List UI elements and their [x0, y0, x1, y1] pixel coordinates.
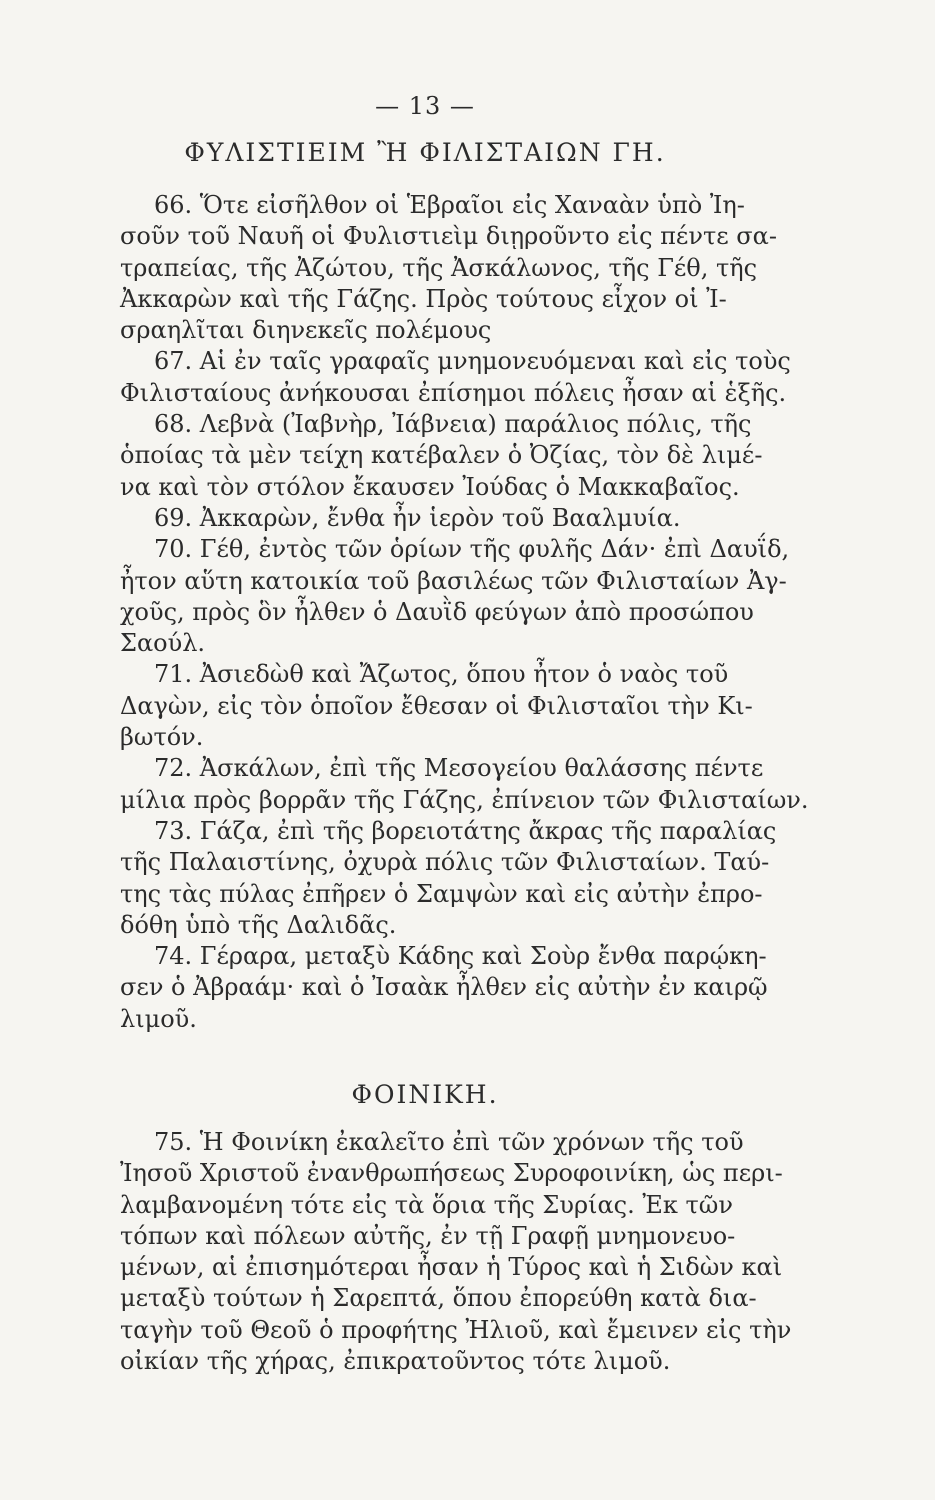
text-line: 73. Γάζα, ἐπὶ τῆς βορειοτάτης ἄκρας τῆς παραλίας: [154, 816, 777, 845]
text-line: της τὰς πύλας ἐπῆρεν ὁ Σαμψὼν καὶ εἰς αὐτὴν ἐπρο-: [120, 879, 763, 908]
page-number: — 13 —: [375, 92, 475, 120]
text-line: 68. Λεβνὰ (Ἰαβνὴρ, Ἰάβνεια) παράλιος πόλις, τῆς: [154, 410, 752, 439]
text-line: 71. Ἀσιεδὼθ καὶ Ἄζωτος, ὅπου ἦτον ὁ ναὸς τοῦ: [154, 660, 729, 689]
text-line: ταγὴν τοῦ Θεοῦ ὁ προφήτης Ἠλιοῦ, καὶ ἔμεινεν εἰς τὴν: [120, 1315, 792, 1344]
text-line: μένων, αἱ ἐπισημότεραι ἦσαν ἡ Τύρος καὶ ἡ Σιδὼν καὶ: [120, 1253, 783, 1282]
text-line: 66. Ὅτε εἰσῆλθον οἱ Ἑβραῖοι εἰς Χαναὰν ὑπὸ Ἰη-: [154, 191, 745, 219]
text-line: σοῦν τοῦ Ναυῆ οἱ Φυλιστιεὶμ διῃροῦντο εἰς πέντε σα-: [120, 222, 777, 251]
text-line: 72. Ἀσκάλων, ἐπὶ τῆς Μεσογείου θαλάσσης πέντε: [154, 754, 764, 783]
section-body-phoenicia: [120, 1127, 792, 1377]
text-line: λαμβανομένη τότε εἰς τὰ ὅρια τῆς Συρίας. Ἐκ τῶν: [120, 1190, 733, 1219]
text-line: τόπων καὶ πόλεων αὐτῆς, ἐν τῇ Γραφῇ μνημονευο-: [120, 1221, 736, 1250]
text-line: μίλια πρὸς βορρᾶν τῆς Γάζης, ἐπίνειον τῶν Φιλισταίων.: [120, 785, 809, 814]
text-line: Δαγὼν, εἰς τὸν ὁποῖον ἔθεσαν οἱ Φιλισταῖοι τὴν Κι-: [120, 691, 753, 720]
text-line: χοῦς, πρὸς ὃν ἦλθεν ὁ Δαυῒδ φεύγων ἀπὸ προσώπου: [120, 597, 754, 626]
text-line: 70. Γέθ, ἐντὸς τῶν ὁρίων τῆς φυλῆς Δάν· ἐπὶ Δαυΐδ,: [154, 535, 790, 564]
section-title-philistines: ΦΥΛΙΣΤΙΕΙΜ Ἢ ΦΙΛΙΣΤΑΙΩΝ ΓΗ.: [184, 138, 666, 167]
text-line: να καὶ τὸν στόλον ἔκαυσεν Ἰούδας ὁ Μακκαβαῖος.: [120, 472, 740, 501]
text-line: ὁποίας τὰ μὲν τείχη κατέβαλεν ὁ Ὀζίας, τὸν δὲ λιμέ-: [120, 441, 763, 470]
text-line: Φιλισταίους ἀνήκουσαι ἐπίσημοι πόλεις ἦσαν αἱ ἑξῆς.: [120, 378, 787, 407]
text-line: τῆς Παλαιστίνης, ὀχυρὰ πόλις τῶν Φιλισταίων. Ταύ-: [120, 848, 770, 877]
text-line: Σαούλ.: [120, 629, 206, 658]
text-line: 69. Ἀκκαρὼν, ἔνθα ἦν ἱερὸν τοῦ Βααλμυία.: [154, 503, 681, 532]
text-line: οἰκίαν τῆς χήρας, ἐπικρατοῦντος τότε λιμοῦ.: [120, 1347, 671, 1376]
text-line: σεν ὁ Ἀβραάμ· καὶ ὁ Ἰσαὰκ ἦλθεν εἰς αὐτὴν ἐν καιρῷ: [120, 973, 768, 1002]
text-line: Ἰησοῦ Χριστοῦ ἐνανθρωπήσεως Συροφοινίκη, ὡς περι-: [120, 1159, 783, 1188]
text-line: λιμοῦ.: [120, 1004, 197, 1033]
section-title-phoenicia: ΦΟΙΝΙΚΗ.: [351, 1080, 499, 1109]
text-line: βωτόν.: [120, 723, 204, 752]
text-line: 75. Ἡ Φοινίκη ἐκαλεῖτο ἐπὶ τῶν χρόνων τῆς τοῦ: [154, 1128, 744, 1156]
text-line: ἦτον αὕτη κατοικία τοῦ βασιλέως τῶν Φιλισταίων Ἀγ-: [120, 566, 787, 595]
text-line: σραηλῖται διηνεκεῖς πολέμους: [120, 316, 492, 345]
text-line: μεταξὺ τούτων ἡ Σαρεπτά, ὅπου ἐπορεύθη κατὰ δια-: [120, 1284, 757, 1313]
text-line: τραπείας, τῆς Ἀζώτου, τῆς Ἀσκάλωνος, τῆς Γέθ, τῆς: [120, 253, 758, 282]
text-line: Ἀκκαρὼν καὶ τῆς Γάζης. Πρὸς τούτους εἶχον οἱ Ἰ-: [120, 284, 727, 313]
section-body-philistines: [120, 190, 809, 1035]
text-line: 74. Γέραρα, μεταξὺ Κάδης καὶ Σοὺρ ἔνθα παρῴκη-: [154, 942, 767, 971]
text-line: δόθη ὑπὸ τῆς Δαλιδᾶς.: [120, 910, 397, 939]
text-line: 67. Αἱ ἐν ταῖς γραφαῖς μνημονευόμεναι καὶ εἰς τοὺς: [154, 347, 791, 376]
